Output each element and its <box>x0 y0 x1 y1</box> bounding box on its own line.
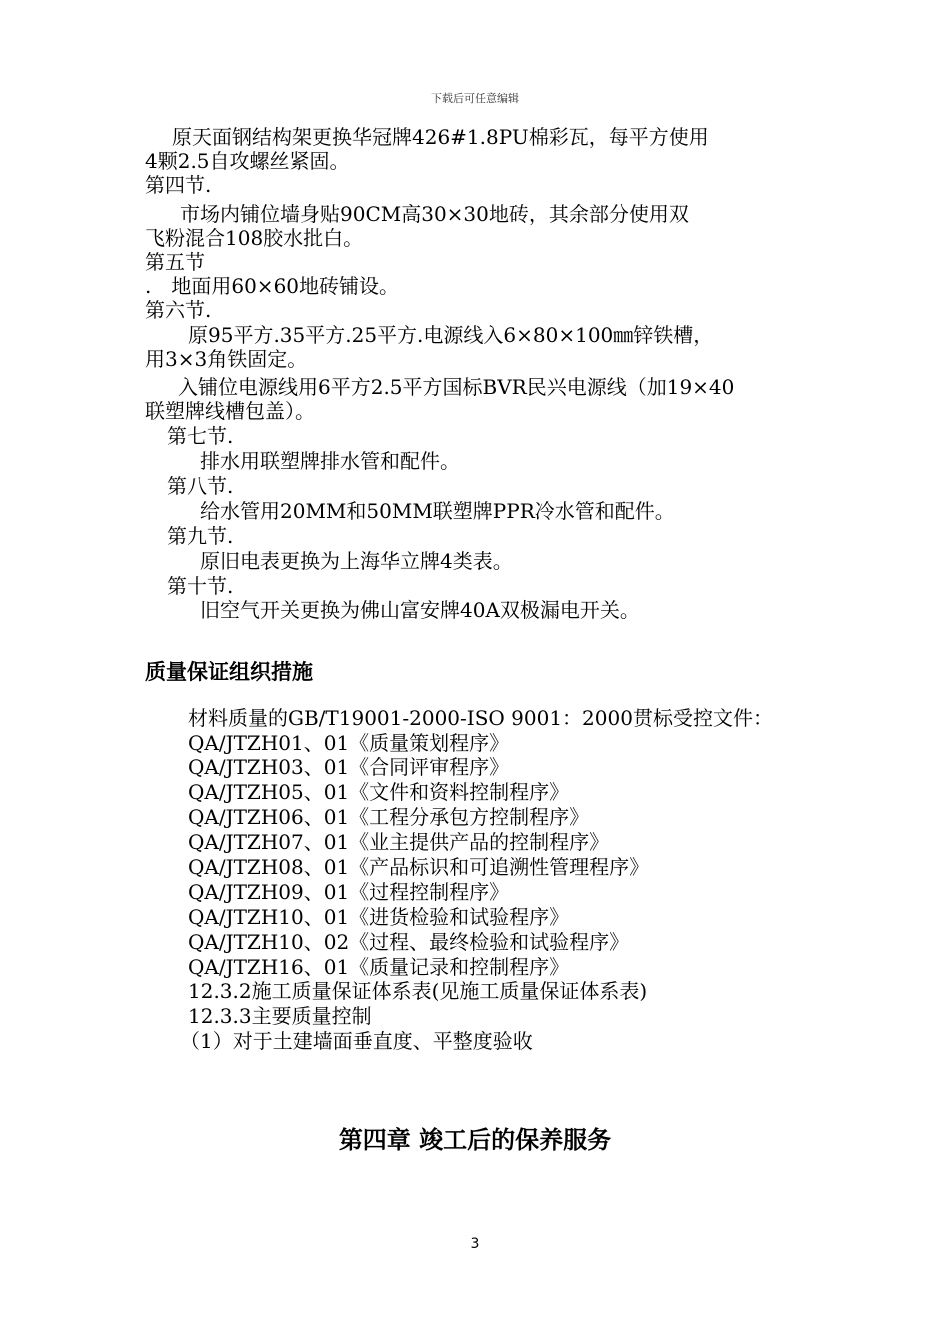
quality-line: QA/JTZH16、01《质量记录和控制程序》 <box>188 955 570 979</box>
body-line: 第四节. <box>145 173 212 197</box>
body-line: 用3×3角铁固定。 <box>145 347 308 371</box>
body-line: 入铺位电源线用6平方2.5平方国标BVR民兴电源线（加19×40 <box>178 375 735 399</box>
quality-line: 12.3.3主要质量控制 <box>188 1004 372 1028</box>
body-line: 第七节. <box>167 424 234 448</box>
quality-line: （1）对于土建墙面垂直度、平整度验收 <box>180 1029 533 1053</box>
body-line: 给水管用20MM和50MM联塑牌PPR冷水管和配件。 <box>200 499 675 523</box>
body-line: 原旧电表更换为上海华立牌4类表。 <box>200 549 513 573</box>
page-header-note: 下载后可任意编辑 <box>431 92 519 105</box>
body-line: 第九节. <box>167 524 234 548</box>
page-number: 3 <box>470 1236 480 1252</box>
quality-line: QA/JTZH05、01《文件和资料控制程序》 <box>188 780 570 804</box>
body-line: 旧空气开关更换为佛山富安牌40A双极漏电开关。 <box>200 598 640 622</box>
quality-line: QA/JTZH07、01《业主提供产品的控制程序》 <box>188 830 610 854</box>
body-line: 4颗2.5自攻螺丝紧固。 <box>145 149 350 173</box>
body-line: 联塑牌线槽包盖）。 <box>145 399 315 423</box>
quality-line: QA/JTZH03、01《合同评审程序》 <box>188 755 510 779</box>
body-line: 原95平方.35平方.25平方.电源线入6×80×100㎜锌铁槽， <box>188 323 714 347</box>
body-line: . 地面用60×60地砖铺设。 <box>145 274 400 298</box>
body-line: 第十节. <box>167 574 234 598</box>
quality-line: 12.3.2施工质量保证体系表(见施工质量保证体系表) <box>188 979 648 1003</box>
section-heading: 质量保证组织措施 <box>145 660 313 684</box>
quality-line: QA/JTZH06、01《工程分承包方控制程序》 <box>188 805 590 829</box>
quality-line: QA/JTZH09、01《过程控制程序》 <box>188 880 510 904</box>
body-line: 第八节. <box>167 474 234 498</box>
body-line: 原天面钢结构架更换华冠牌426#1.8PU棉彩瓦，每平方使用 <box>172 125 709 149</box>
quality-line: 材料质量的GB/T19001-2000-ISO 9001：2000贯标受控文件： <box>188 706 773 730</box>
body-line: 第六节. <box>145 298 212 322</box>
body-line: 飞粉混合108胶水批白。 <box>145 226 364 250</box>
body-line: 第五节 <box>145 250 205 274</box>
quality-line: QA/JTZH08、01《产品标识和可追溯性管理程序》 <box>188 855 650 879</box>
quality-line: QA/JTZH10、02《过程、最终检验和试验程序》 <box>188 930 630 954</box>
quality-line: QA/JTZH01、01《质量策划程序》 <box>188 731 510 755</box>
body-line: 市场内铺位墙身贴90CM高30×30地砖，其余部分使用双 <box>180 202 689 226</box>
chapter-title: 第四章 竣工后的保养服务 <box>338 1126 612 1154</box>
body-line: 排水用联塑牌排水管和配件。 <box>200 449 460 473</box>
quality-line: QA/JTZH10、01《进货检验和试验程序》 <box>188 905 570 929</box>
